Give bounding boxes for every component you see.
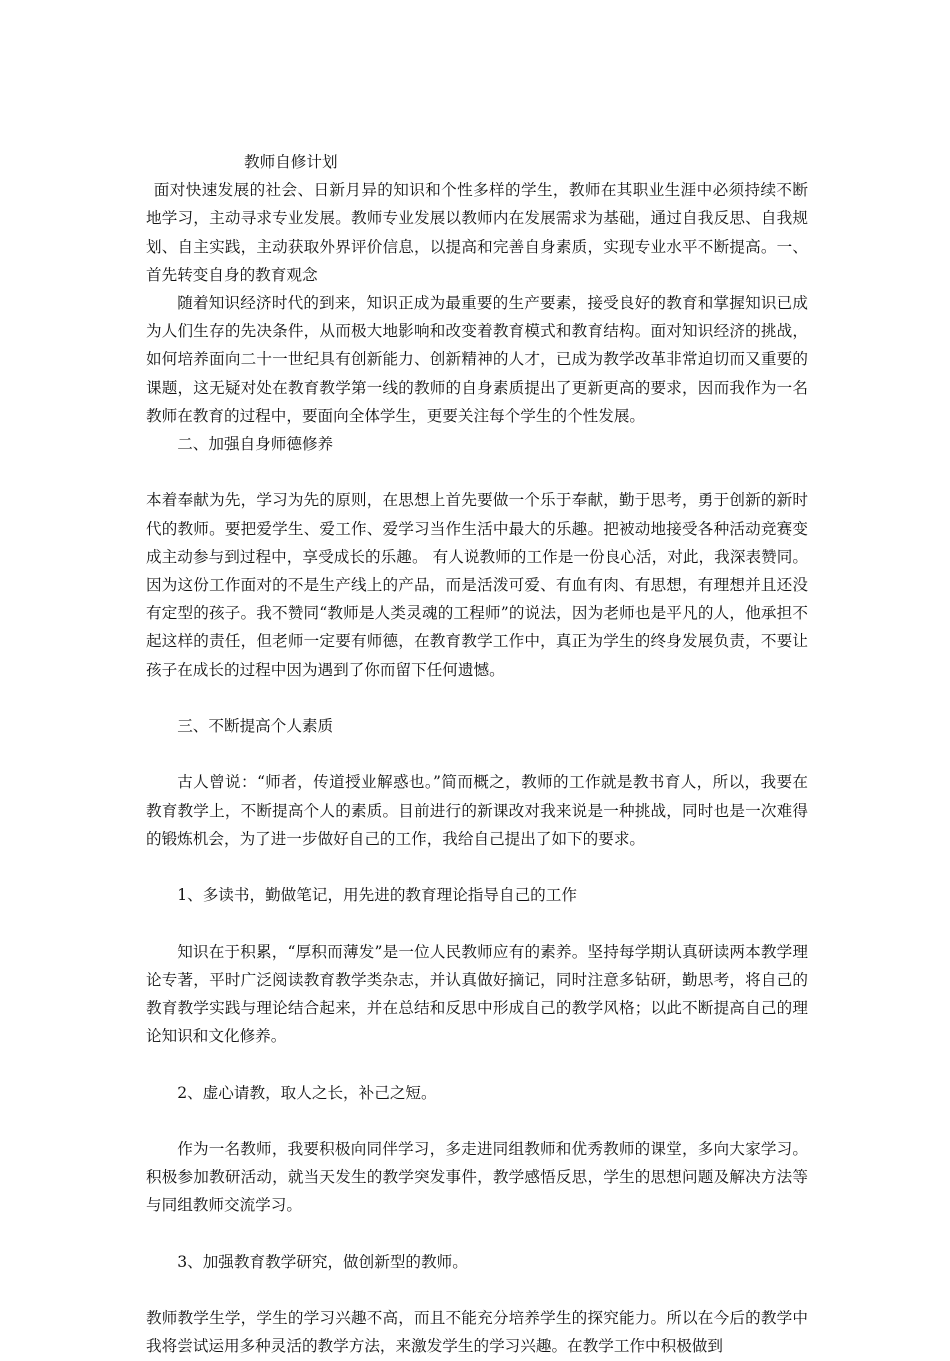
paragraph-knowledge-economy: 随着知识经济时代的到来，知识正成为最重要的生产要素，接受良好的教育和掌握知识已成为人们生存的先决条件，从而极大地影响和改变着教育模式和教育结构。面对知识经济的挑战，如何培养面向二十一世纪具有创新能力、创新精神的人才，已成为教学改革非常迫切而又重要的课题，这无疑对处在教育教学第一线的教师的自身素质提出了更新更高的要求，因而我作为一名教师在教育的过程中，要面向全体学生，更要关注每个学生的个性发展。 — [146, 294, 808, 425]
spacer — [146, 458, 808, 486]
paragraph-teaching-research: 教师教学生学，学生的学习兴趣不高，而且不能充分培养学生的探究能力。所以在今后的教学中我将尝试运用多种灵活的教学方法，来激发学生的学习兴趣。在教学工作中积极做到 — [146, 1309, 808, 1356]
spacer — [146, 853, 808, 881]
heading-item-2: 2、虚心请教，取人之长，补己之短。 — [177, 1083, 437, 1102]
paragraph-learning-from-peers: 作为一名教师，我要积极向同伴学习，多走进同组教师和优秀教师的课堂，多向大家学习。积极参加教研活动，就当天发生的教学突发事件，教学感悟反思，学生的思想问题及解决方法等与同组教师交流学习。 — [146, 1140, 808, 1215]
paragraph-reading: 知识在于积累，“厚积而薄发”是一位人民教师应有的素养。坚持每学期认真研读两本教学理论专著，平时广泛阅读教育教学类杂志，并认真做好摘记，同时注意多钻研，勤思考，将自己的教育教学实践与理论结合起来，并在总结和反思中形成自己的教学风格；以此不断提高自己的理论知识和文化修养。 — [146, 942, 808, 1046]
spacer — [146, 1276, 808, 1304]
intro-paragraph: 面对快速发展的社会、日新月异的知识和个性多样的学生，教师在其职业生涯中必须持续不断地学习，主动寻求专业发展。教师专业发展以教师内在发展需求为基础，通过自我反思、自我规划、自主实践，主动获取外界评价信息，以提高和完善自身素质，实现专业水平不断提高。一、首先转变自身的教育观念 — [146, 181, 808, 284]
spacer — [146, 684, 808, 712]
heading-item-1: 1、多读书，勤做笔记，用先进的教育理论指导自己的工作 — [177, 886, 577, 905]
spacer — [146, 909, 808, 937]
heading-section-3: 三、不断提高个人素质 — [177, 717, 334, 736]
paragraph-ancient-saying: 古人曾说：“师者，传道授业解惑也。”简而概之，教师的工作就是教书育人，所以，我要在教育教学上，不断提高个人的素质。目前进行的新课改对我来说是一种挑战，同时也是一次难得的锻炼机会，为了进一步做好自己的工作，我给自己提出了如下的要求。 — [146, 773, 808, 848]
document-page — [146, 148, 808, 1361]
document-title: 教师自修计划 — [244, 153, 338, 171]
spacer — [146, 1220, 808, 1248]
spacer — [146, 1050, 808, 1078]
heading-section-2: 二、加强自身师德修养 — [177, 435, 334, 454]
paragraph-ethics: 本着奉献为先，学习为先的原则，在思想上首先要做一个乐于奉献，勤于思考，勇于创新的新时代的教师。要把爱学生、爱工作、爱学习当作生活中最大的乐趣。把被动地接受各种活动竞赛变成主动参与到过程中，享受成长的乐趣。 有人说教师的工作是一份良心活，对此，我深表赞同。因为这份工作面对的不是生产线上的产品，而是活泼可爱、有血有肉、有思想，有理想并且还没有定型的孩子。我不赞同“教师是人类灵魂的工程师”的说法，因为老师也是平凡的人，他承担不起这样的责任，但老师一定要有师德，在教育教学工作中，真正为学生的终身发展负责，不要让孩子在成长的过程中因为遇到了你而留下任何遗憾。 — [146, 491, 808, 679]
spacer — [146, 740, 808, 768]
spacer — [146, 1107, 808, 1135]
heading-item-3: 3、加强教育教学研究，做创新型的教师。 — [177, 1252, 468, 1271]
